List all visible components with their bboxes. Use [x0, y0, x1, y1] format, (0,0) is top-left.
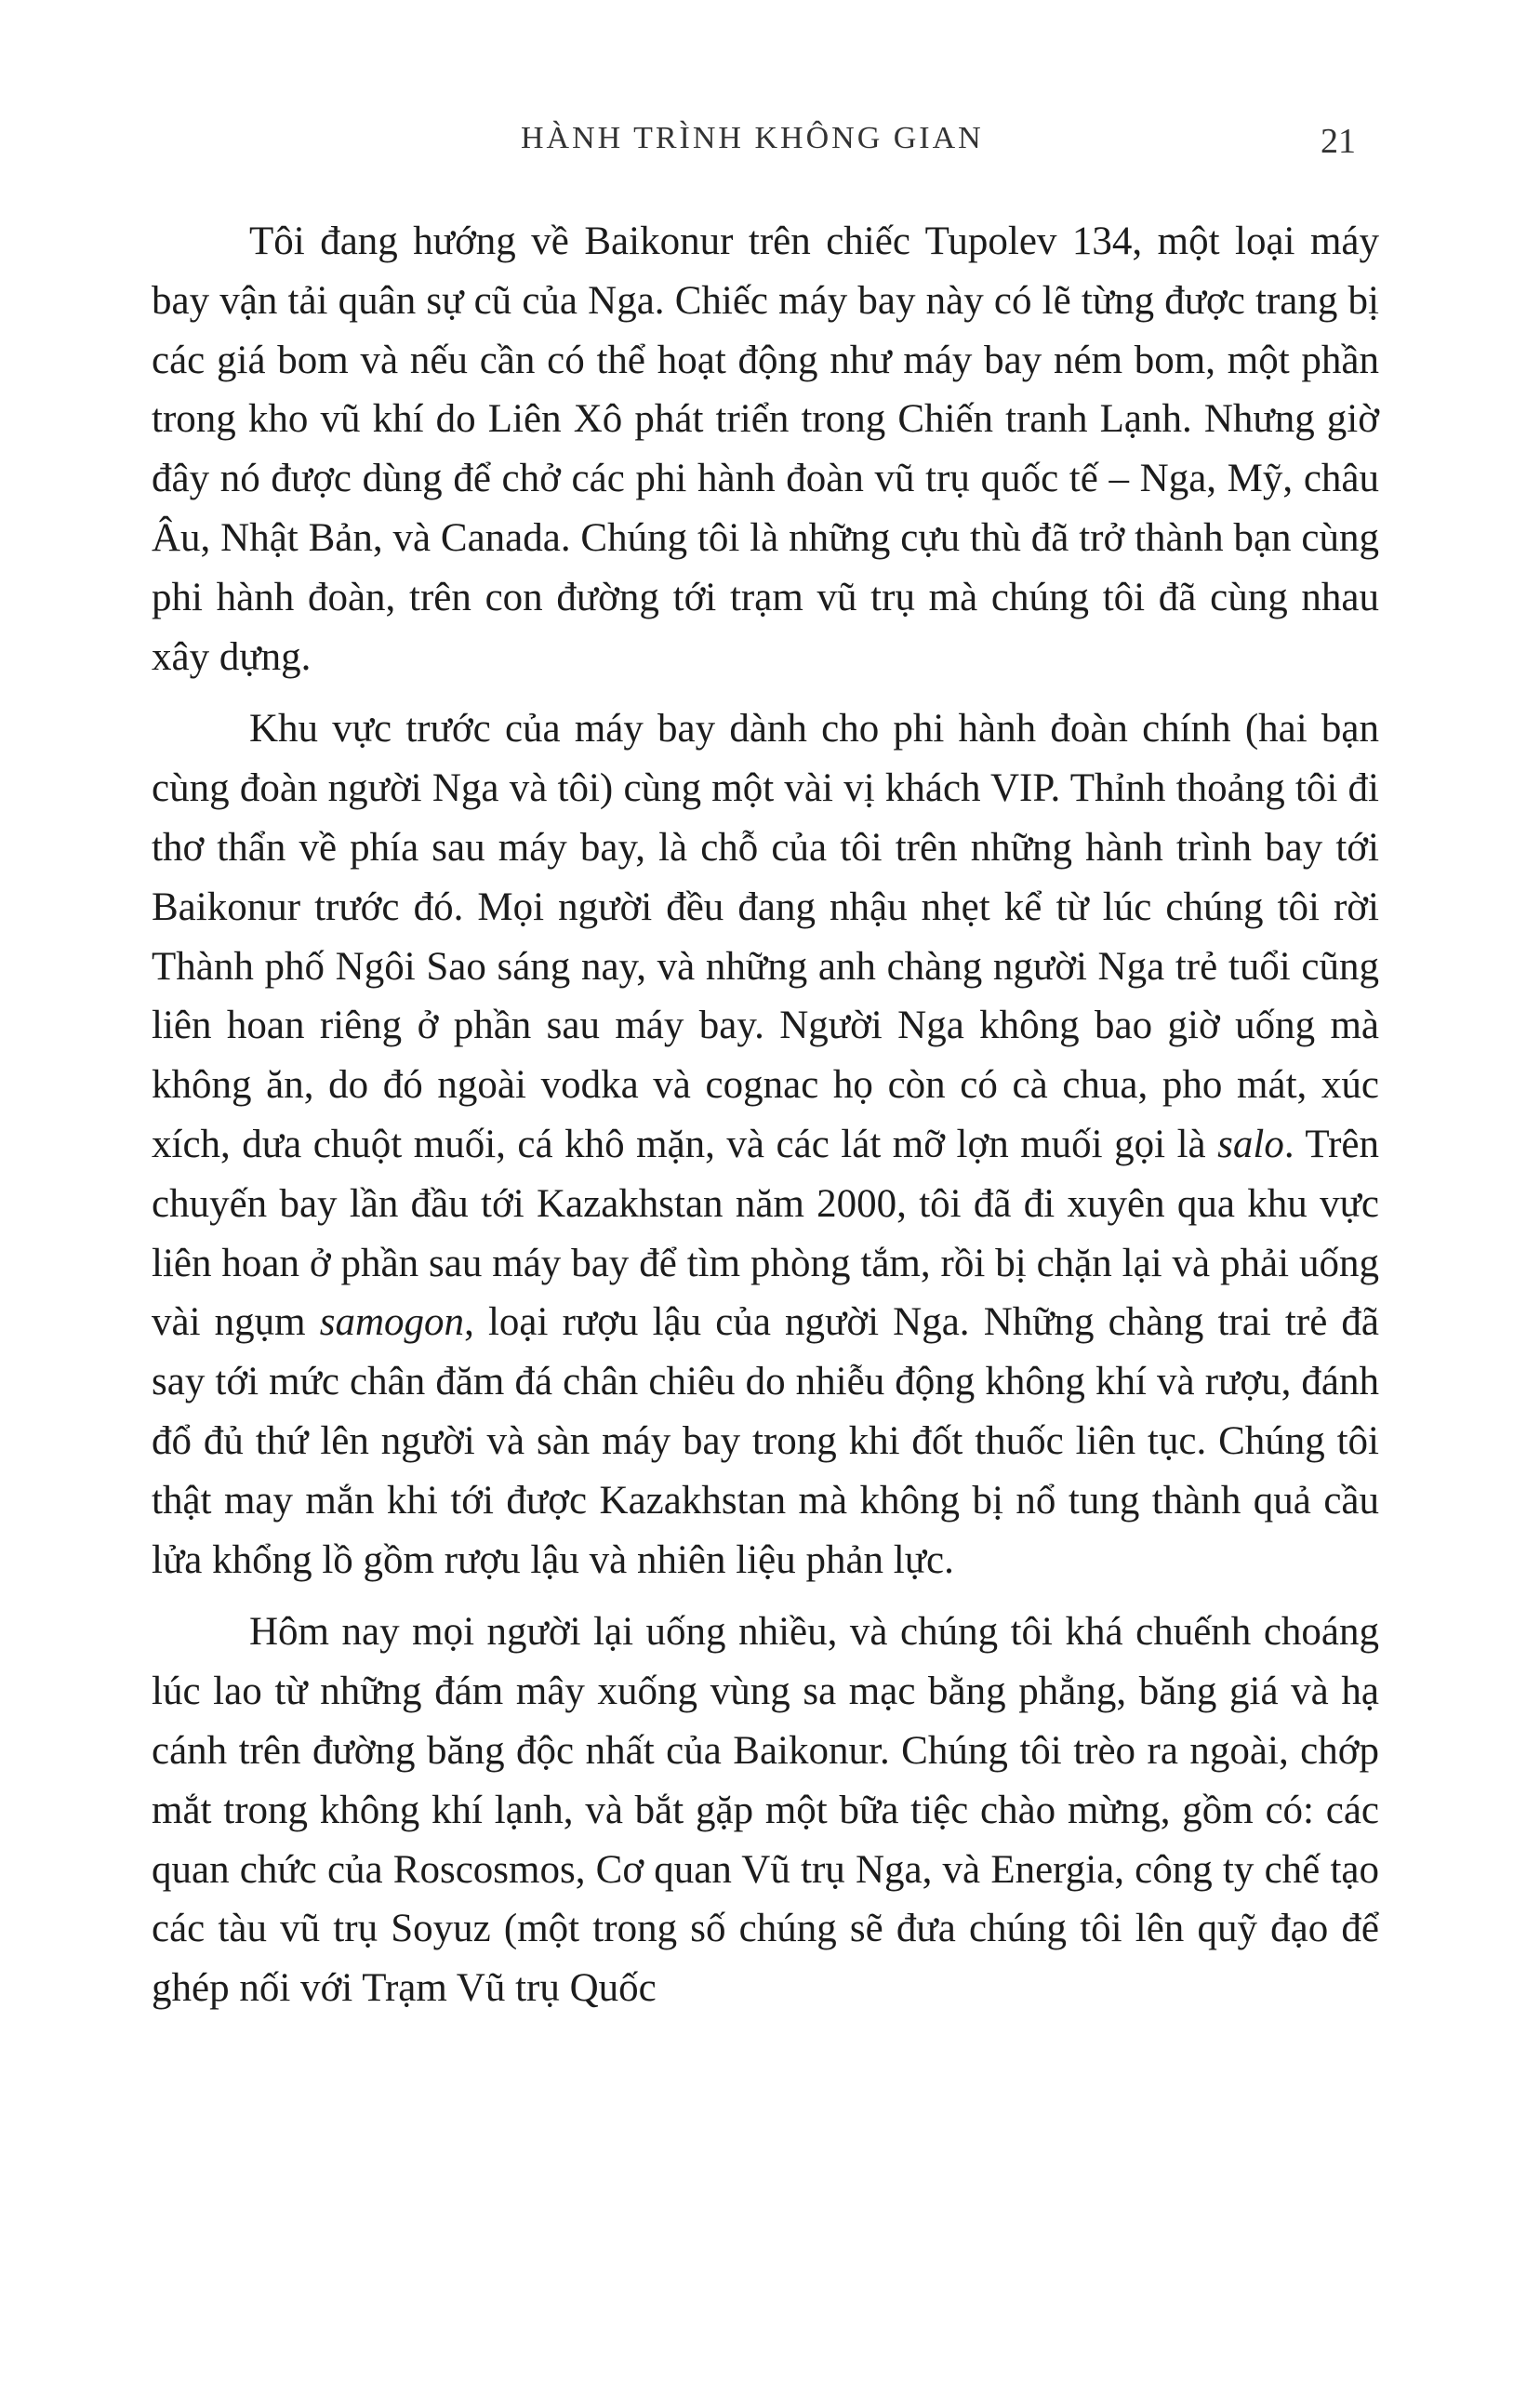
italic-term-salo: salo — [1217, 1122, 1284, 1166]
body-text — [152, 212, 1379, 2018]
running-header — [0, 121, 1540, 177]
page-number: 21 — [1321, 122, 1356, 161]
paragraph-3: Hôm nay mọi người lại uống nhiều, và chúng tôi khá chuếnh choáng lúc lao từ những đám mây xuống vùng sa mạc bằng phẳng, băng giá và hạ cánh trên đường băng độc nhất của Baikonur. Chúng tôi trèo ra ngoài, chớp mắt trong không khí lạnh, và bắt gặp một bữa tiệc chào mừng, gồm có: các quan chức của Roscosmos, Cơ quan Vũ trụ Nga, và Energia, công ty chế tạo các tàu vũ trụ Soyuz (một trong số chúng sẽ đưa chúng tôi lên quỹ đạo để ghép nối với Trạm Vũ trụ Quốc — [152, 1610, 1379, 2011]
italic-term-samogon: samogon — [319, 1300, 465, 1345]
chapter-title: HÀNH TRÌNH KHÔNG GIAN — [521, 121, 984, 155]
paragraph-1: Tôi đang hướng về Baikonur trên chiếc Tupolev 134, một loại máy bay vận tải quân sự cũ của Nga. Chiếc máy bay này có lẽ từng được trang bị các giá bom và nếu cần có thể hoạt động như máy bay ném bom, một phần trong kho vũ khí do Liên Xô phát triển trong Chiến tranh Lạnh. Nhưng giờ đây nó được dùng để chở các phi hành đoàn vũ trụ quốc tế – Nga, Mỹ, châu Âu, Nhật Bản, và Canada. Chúng tôi là những cựu thù đã trở thành bạn cùng phi hành đoàn, trên con đường tới trạm vũ trụ mà chúng tôi đã cùng nhau xây dựng. — [152, 219, 1379, 679]
paragraph-2-part-1: Khu vực trước của máy bay dành cho phi hành đoàn chính (hai bạn cùng đoàn người Nga và tôi) cùng một vài vị khách VIP. Thỉnh thoảng tôi đi thơ thẩn về phía sau máy bay, là chỗ của tôi trên những hành trình bay tới Baikonur trước đó. Mọi người đều đang nhậu nhẹt kể từ lúc chúng tôi rời Thành phố Ngôi Sao sáng nay, và những anh chàng người Nga trẻ tuổi cũng liên hoan riêng ở phần sau máy bay. Người Nga không bao giờ uống mà không ăn, do đó ngoài vodka và cognac họ còn có cà chua, pho mát, xúc xích, dưa chuột muối, cá khô mặn, và các lát mỡ lợn muối gọi là — [152, 707, 1379, 1166]
paragraph-2 — [152, 699, 1379, 1590]
paragraph-2-part-2: . Trên chuyến bay lần đầu tới Kazakhstan năm 2000, tôi đã đi xuyên qua khu vực liên hoan ở phần sau máy bay để tìm phòng tắm, rồi bị chặn lại và phải uống vài ngụm — [152, 1122, 1379, 1345]
paragraph-2-part-3: , loại rượu lậu của người Nga. Những chàng trai trẻ đã say tới mức chân đăm đá chân chiêu do nhiễu động không khí và rượu, đánh đổ đủ thứ lên người và sàn máy bay trong khi đốt thuốc liên tục. Chúng tôi thật may mắn khi tới được Kazakhstan mà không bị nổ tung thành quả cầu lửa khổng lồ gồm rượu lậu và nhiên liệu phản lực. — [152, 1300, 1379, 1582]
